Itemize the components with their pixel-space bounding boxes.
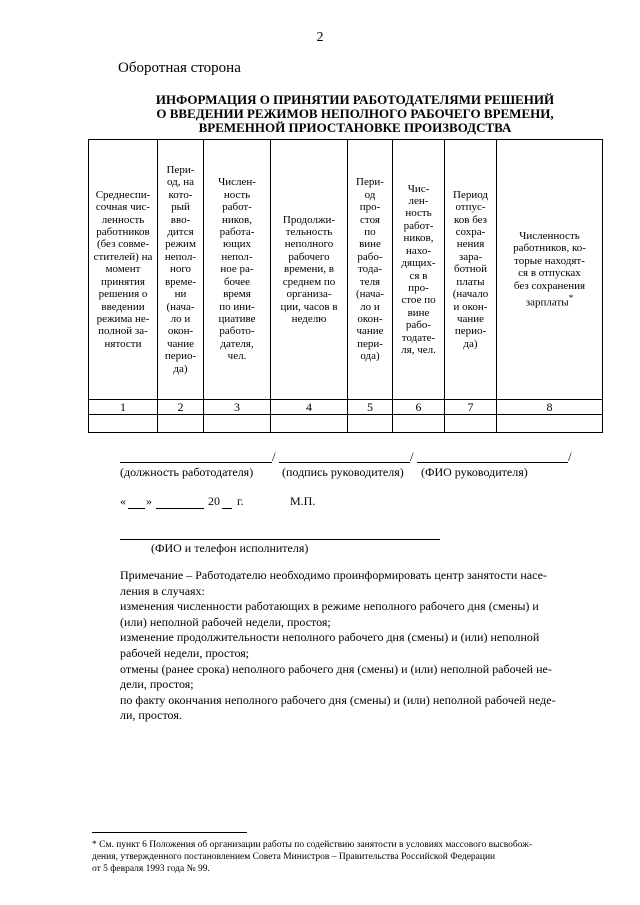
note-block	[120, 568, 596, 724]
stamp-label: М.П.	[290, 494, 316, 508]
note-line: дели, простоя;	[120, 677, 194, 692]
header-cell-3: Числен- ность работ- ников, работа- ющих непол- ное ра- бочее время по ини- циативе работо- дателя, чел.	[204, 140, 271, 400]
header-cell-4: Продолжи- тельность неполного рабочего времени, в среднем по организа- ции, часов в неделю	[271, 140, 348, 400]
position-label: (должность работодателя)	[120, 465, 254, 479]
day-line[interactable]	[128, 508, 145, 509]
column-number: 6	[393, 400, 445, 415]
reverse-side-label: Оборотная сторона	[118, 60, 241, 76]
data-cell[interactable]	[158, 415, 204, 433]
note-line: (или) неполной рабочей недели, простоя;	[120, 614, 331, 629]
column-number: 7	[445, 400, 497, 415]
data-cell[interactable]	[393, 415, 445, 433]
info-table	[88, 139, 603, 433]
year-prefix: 20	[208, 494, 220, 508]
title-line-2: О ВВЕДЕНИИ РЕЖИМОВ НЕПОЛНОГО РАБОЧЕГО ВРЕМЕНИ,	[156, 106, 554, 121]
name-line[interactable]	[417, 462, 568, 463]
header-cell-1: Среднеспи- сочная чис- ленность работников (без совме- стителей) на момент принятия решения о введении режима не- полной за- нятости	[89, 140, 158, 400]
note-line: по факту окончания неполного рабочего дня (смены) и (или) неполной рабочей неде-	[120, 692, 556, 707]
footnote-line: от 5 февраля 1993 года № 99.	[92, 864, 210, 874]
data-cell[interactable]	[204, 415, 271, 433]
header-cell-7: Период отпус- ков без сохра- нения зара- ботной платы (начало и окон- чание перио- да)	[445, 140, 497, 400]
title-line-1: ИНФОРМАЦИЯ О ПРИНЯТИИ РАБОТОДАТЕЛЯМИ РЕШЕНИЙ	[155, 92, 555, 107]
note-line: ли, простоя.	[120, 708, 182, 723]
data-cell[interactable]	[497, 415, 603, 433]
column-number: 5	[348, 400, 393, 415]
note-line: изменения численности работающих в режиме неполного рабочего дня (смены) и	[120, 599, 539, 614]
data-cell[interactable]	[445, 415, 497, 433]
column-number: 3	[204, 400, 271, 415]
footnote-line: * См. пункт 6 Положения об организации работы по содействию занятости в условиях массового высвобож-	[92, 840, 532, 850]
note-line: рабочей недели, простоя;	[120, 645, 250, 660]
date-close-quote: »	[146, 494, 152, 508]
footnote-line: дения, утвержденного постановлением Совета Министров – Правительства Российской Федерации	[92, 852, 496, 862]
column-number: 8	[497, 400, 603, 415]
title-line-3: ВРЕМЕННОЙ ПРИОСТАНОВКЕ ПРОИЗВОДСТВА	[198, 120, 512, 135]
page-number: 2	[316, 30, 324, 45]
header-cell-8-text: Численность работников, ко- торые находят- ся в отпусках без сохранения зарплаты	[513, 229, 586, 309]
data-cell[interactable]	[348, 415, 393, 433]
slash: /	[568, 449, 572, 464]
footnote-separator	[92, 832, 247, 833]
column-number: 2	[158, 400, 204, 415]
column-number: 4	[271, 400, 348, 415]
column-number-row	[89, 400, 603, 415]
slash: /	[272, 449, 276, 464]
table-header-row	[89, 140, 603, 400]
month-line[interactable]	[156, 508, 204, 509]
footnote	[92, 839, 612, 875]
executor-line[interactable]	[120, 539, 440, 540]
header-cell-2: Пери- од, на кото- рый вво- дится режим непол- ного време- ни (нача- ло и окон- чание перио- да)	[158, 140, 204, 400]
data-cell[interactable]	[271, 415, 348, 433]
footnote-mark: *	[568, 292, 574, 303]
year-suffix: г.	[237, 494, 244, 508]
year-line[interactable]	[222, 508, 232, 509]
slash: /	[410, 449, 414, 464]
header-cell-8	[497, 140, 603, 400]
note-line: отмены (ранее срока) неполного рабочего дня (смены) и (или) неполной рабочей не-	[120, 661, 552, 676]
header-cell-6: Чис- лен- ность работ- ников, нахо- дящих- ся в про- стое по вине рабо- тодате- ля, чел.	[393, 140, 445, 400]
date-open-quote: «	[120, 494, 126, 508]
note-line: ления в случаях:	[120, 583, 205, 598]
document-title	[110, 93, 600, 135]
data-cell[interactable]	[89, 415, 158, 433]
position-line[interactable]	[120, 462, 272, 463]
signature-label: (подпись руководителя)	[282, 465, 404, 479]
empty-data-row	[89, 415, 603, 433]
executor-label: (ФИО и телефон исполнителя)	[151, 541, 309, 555]
name-label: (ФИО руководителя)	[421, 465, 528, 479]
note-line: Примечание – Работодателю необходимо проинформировать центр занятости насе-	[120, 568, 547, 582]
header-cell-5: Пери- од про- стоя по вине рабо- тода- теля (нача- ло и окон- чание пери- ода)	[348, 140, 393, 400]
note-line: изменение продолжительности неполного рабочего дня (смены) и (или) неполной	[120, 630, 540, 645]
column-number: 1	[89, 400, 158, 415]
signature-line[interactable]	[279, 462, 410, 463]
